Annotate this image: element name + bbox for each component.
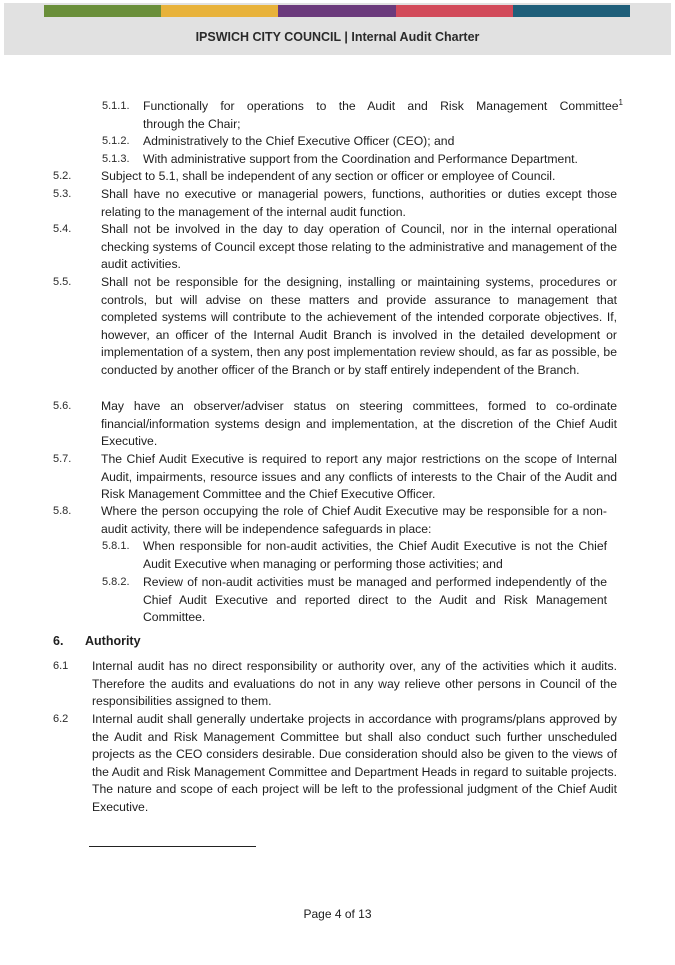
clause-6-2: Internal audit shall generally undertake projects in accordance with programs/plans approved by the Audit and Risk Management Committee but shall also conduct such further unscheduled projects as the CEO considers desirable. Due consideration should also be given to the views of the Audit and Risk Management Committee and Department Heads in regard to suitable projects. The nature and scope of each project will be left to the professional judgment of the Chief Audit Executive. [92,712,617,814]
footnote-marker: 1 [618,97,623,107]
item-number: 5.5. [53,276,72,288]
clause-5-8: Where the person occupying the role of Chief Audit Executive may be responsible for a non-audit activity, there will be independence safeguards in place: [101,504,607,536]
stripe-red [396,5,513,17]
clause-text: Functionally for operations to the Audit and Risk Management Committee [143,99,619,113]
stripe-green [44,5,161,17]
clause-5-3: Shall have no executive or managerial powers, functions, authorities or duties except those relating to the management of the internal audit function. [101,187,617,219]
item-number: 5.1.3. [102,153,130,165]
clause-5-8-2: Review of non-audit activities must be managed and performed independently of the Chief Audit Executive and reported direct to the Audit and Risk Management Committee. [143,575,607,624]
clause-5-7: The Chief Audit Executive is required to report any major restrictions on the scope of Internal Audit, impairments, resource issues and any conflicts of interests to the Chair of the Audit and Risk Management Committee and the Chief Executive Officer. [101,452,617,501]
clause-5-1-1 [143,98,623,133]
clause-5-8-1: When responsible for non-audit activities, the Chief Audit Executive is not the Chief Audit Executive when managing or performing those activities; and [143,539,607,571]
item-number: 5.2. [53,170,72,182]
header-color-stripes [44,5,630,17]
stripe-blue [513,5,630,17]
section-heading: Authority [85,634,141,648]
footnote-separator [89,846,256,847]
item-number: 5.8.1. [102,540,130,552]
item-number: 5.8.2. [102,576,130,588]
item-number: 5.3. [53,188,72,200]
clause-5-6: May have an observer/adviser status on steering committees, formed to co-ordinate financial/information systems design and implementation, at the discretion of the Chief Audit Executive. [101,399,617,448]
item-number: 5.1.2. [102,135,130,147]
section-number: 6. [53,634,64,648]
clause-5-2: Subject to 5.1, shall be independent of any section or officer or employee of Council. [101,169,556,183]
item-number: 5.4. [53,223,72,235]
item-number: 6.2 [53,713,69,725]
clause-text-continued: through the Chair; [143,116,241,131]
clause-6-1: Internal audit has no direct responsibility or authority over, any of the activities which it audits. Therefore the audits and evaluations do not in any way relieve other persons in Council of the responsibilities assigned to them. [92,659,617,708]
clause-5-4: Shall not be involved in the day to day operation of Council, nor in the internal operational checking systems of Council except those relating to the administrative and management of the audit activities. [101,222,617,271]
stripe-purple [278,5,395,17]
clause-5-1-2: Administratively to the Chief Executive Officer (CEO); and [143,134,455,148]
clause-5-1-3: With administrative support from the Coordination and Performance Department. [143,152,578,166]
clause-5-5: Shall not be responsible for the designing, installing or maintaining systems, procedures or controls, but will advise on these matters and provide assurance to management that completed systems will contribute to the achievement of the intended corporate objectives. If, however, an officer of the Internal Audit Branch is involved in the detailed development or implementation of a system, then any post implementation review should, as far as possible, be conducted by another officer of the Branch or by staff entirely independent of the Branch. [101,275,617,377]
item-number: 5.6. [53,400,72,412]
page-number: Page 4 of 13 [303,907,372,921]
item-number: 5.7. [53,453,72,465]
item-number: 5.1.1. [102,100,130,112]
item-number: 5.8. [53,505,72,517]
item-number: 6.1 [53,660,69,672]
document-title: IPSWICH CITY COUNCIL | Internal Audit Charter [195,30,480,44]
stripe-yellow [161,5,278,17]
